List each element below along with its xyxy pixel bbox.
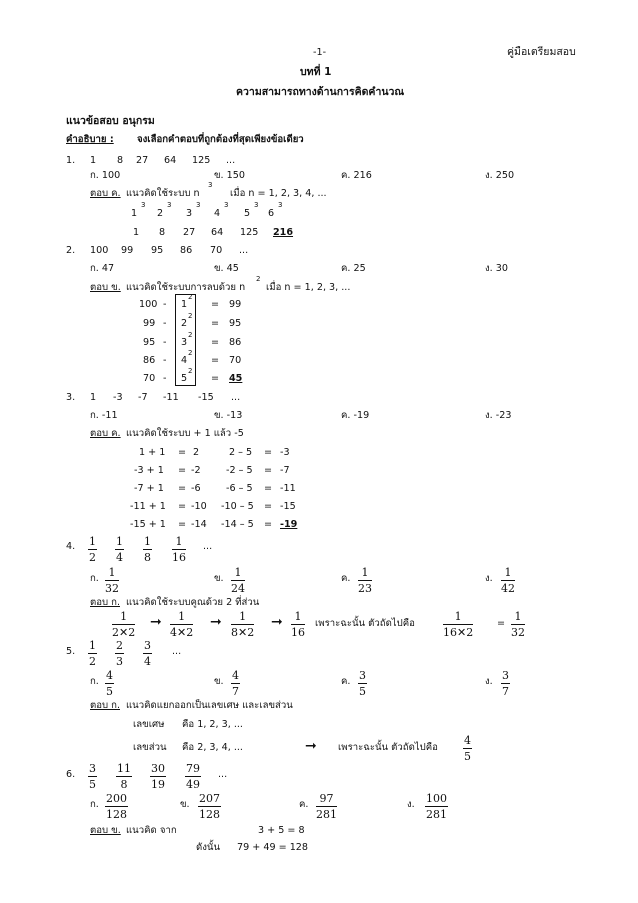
choice-fraction: $\frac{200}{128}$ xyxy=(106,792,127,821)
question-number: 3. xyxy=(66,392,76,403)
choice: ง. 250 xyxy=(485,170,515,181)
exponent: 2 xyxy=(256,275,261,283)
denominator-label: เลขส่วน xyxy=(133,742,167,753)
exponent: 2 xyxy=(188,293,193,301)
choice-fraction: $\frac{1}{42}$ xyxy=(501,566,515,595)
sub-expression: 2 – 5 xyxy=(229,447,253,458)
power-base: 4 xyxy=(214,208,221,219)
answer-label: ตอบ ก. xyxy=(90,597,120,608)
q1-seq-term: 27 xyxy=(136,155,149,166)
difference: 70 xyxy=(229,355,242,366)
choice-label: ข. xyxy=(180,799,190,810)
q6-seq-fraction: $\frac{79}{49}$ xyxy=(186,762,200,791)
q3-seq-term: -15 xyxy=(198,392,214,403)
sub-result: -15 xyxy=(280,501,296,512)
answer-explanation: แนวคิด จาก xyxy=(126,825,177,836)
exponent: 3 xyxy=(141,201,146,209)
chain-fraction: $\frac{1}{8✕2}$ xyxy=(231,610,255,639)
choice-fraction: $\frac{97}{281}$ xyxy=(316,792,337,821)
q2-seq-term: 95 xyxy=(151,245,164,256)
subtrahend-base: 4 xyxy=(181,355,188,366)
power-base: 5 xyxy=(244,208,251,219)
answer-condition: เมื่อ n = 1, 2, 3, ... xyxy=(266,282,351,293)
add-result: 2 xyxy=(193,447,200,458)
exponent: 3 xyxy=(167,201,172,209)
final-answer: $\frac{4}{5}$ xyxy=(464,734,471,763)
chain-fraction: $\frac{1}{2✕2}$ xyxy=(112,610,136,639)
sub-expression: -2 – 5 xyxy=(226,465,253,476)
add-result: -2 xyxy=(191,465,201,476)
q5-seq-fraction: $\frac{1}{2}$ xyxy=(89,639,96,668)
choice-label: ค. xyxy=(299,799,309,810)
power-result: 27 xyxy=(183,227,196,238)
minuend: 86 xyxy=(143,355,156,366)
add-result: -14 xyxy=(191,519,207,530)
q4-seq-fraction: $\frac{1}{4}$ xyxy=(116,535,123,564)
power-result: 64 xyxy=(211,227,224,238)
answer-label: ตอบ ค. xyxy=(90,188,121,199)
chapter-subtitle: ความสามารถทางด้านการคิดคำนวณ xyxy=(236,86,405,98)
denominator-values: คือ 2, 3, 4, ... xyxy=(182,742,243,753)
arrow-icon: ➞ xyxy=(271,614,283,630)
q3-seq-term: -7 xyxy=(138,392,148,403)
add-expression: -11 + 1 xyxy=(130,501,166,512)
choice-fraction: $\frac{100}{281}$ xyxy=(426,792,447,821)
choice-label: ข. xyxy=(214,676,224,687)
therefore-text: เพราะฉะนั้น ตัวถัดไปคือ xyxy=(338,742,438,753)
choice: ข. -13 xyxy=(214,410,243,421)
choice: ข. 45 xyxy=(214,263,239,274)
choice-fraction: $\frac{3}{7}$ xyxy=(502,669,509,698)
equals-sign: = xyxy=(211,373,220,384)
equals-sign: = xyxy=(497,618,506,629)
final-answer: 216 xyxy=(273,227,294,238)
instruction-text: จงเลือกคำตอบที่ถูกต้องที่สุดเพียงข้อเดียว xyxy=(137,134,304,145)
q3-seq-term: -3 xyxy=(113,392,123,403)
question-number: 2. xyxy=(66,245,76,256)
q6-seq-fraction: $\frac{11}{8}$ xyxy=(117,762,131,791)
subtrahend-base: 5 xyxy=(181,373,188,384)
subtrahend-base: 1 xyxy=(181,299,188,310)
choice: ง. 30 xyxy=(485,263,508,274)
q2-seq-term: 70 xyxy=(210,245,223,256)
minuend: 70 xyxy=(143,373,156,384)
question-number: 5. xyxy=(66,646,76,657)
q4-seq-fraction: $\frac{1}{8}$ xyxy=(144,535,151,564)
exponent: 2 xyxy=(188,331,193,339)
next-term-fraction: $\frac{1}{16✕2}$ xyxy=(443,610,474,639)
exponent: 3 xyxy=(254,201,259,209)
ellipsis: ... xyxy=(218,769,228,780)
numerator-values: คือ 1, 2, 3, ... xyxy=(182,719,243,730)
equals-sign: = xyxy=(211,318,220,329)
q3-seq-term: -11 xyxy=(163,392,179,403)
choice-fraction: $\frac{207}{128}$ xyxy=(199,792,220,821)
subtrahend-base: 3 xyxy=(181,337,188,348)
equals-sign: = xyxy=(264,447,273,458)
answer-explanation: แนวคิดใช้ระบบคูณด้วย 2 ที่ส่วน xyxy=(126,597,260,608)
q1-seq-term: 8 xyxy=(117,155,124,166)
minus-sign: - xyxy=(163,373,167,384)
answer-explanation: แนวคิดใช้ระบบการลบด้วย n xyxy=(126,282,246,293)
choice-label: ข. xyxy=(214,573,224,584)
minus-sign: - xyxy=(163,355,167,366)
power-base: 6 xyxy=(268,208,275,219)
answer-label: ตอบ ก. xyxy=(90,700,120,711)
chapter-title: บทที่ 1 xyxy=(300,66,332,78)
sub-result: -7 xyxy=(280,465,290,476)
answer-label: ตอบ ค. xyxy=(90,428,121,439)
question-number: 6. xyxy=(66,769,76,780)
q1-seq-term: 1 xyxy=(90,155,97,166)
sub-result: -3 xyxy=(280,447,290,458)
q3-seq-term: ... xyxy=(231,392,241,403)
answer-explanation: แนวคิดใช้ระบบ + 1 แล้ว -5 xyxy=(126,428,244,439)
choice-label: ค. xyxy=(341,573,351,584)
working-line: 79 + 49 = 128 xyxy=(237,842,309,853)
power-result: 8 xyxy=(159,227,166,238)
add-result: -6 xyxy=(191,483,201,494)
sub-expression: -14 – 5 xyxy=(221,519,254,530)
choice: ค. 25 xyxy=(341,263,366,274)
power-result: 125 xyxy=(240,227,259,238)
working-line: 3 + 5 = 8 xyxy=(258,825,305,836)
q6-seq-fraction: $\frac{3}{5}$ xyxy=(89,762,96,791)
final-answer: 45 xyxy=(229,373,243,384)
exponent: 2 xyxy=(188,312,193,320)
equals-sign: = xyxy=(178,519,187,530)
minuend: 95 xyxy=(143,337,156,348)
choice-label: ก. xyxy=(90,573,99,584)
equals-sign: = xyxy=(178,501,187,512)
q5-seq-fraction: $\frac{2}{3}$ xyxy=(116,639,123,668)
add-expression: -7 + 1 xyxy=(134,483,164,494)
equals-sign: = xyxy=(264,483,273,494)
choice: ก. -11 xyxy=(90,410,118,421)
chain-fraction: $\frac{1}{16}$ xyxy=(291,610,305,639)
numerator-label: เลขเศษ xyxy=(133,719,165,730)
answer-condition: เมื่อ n = 1, 2, 3, 4, ... xyxy=(230,188,327,199)
choice-label: ง. xyxy=(407,799,415,810)
q2-seq-term: ... xyxy=(239,245,249,256)
answer-explanation: แนวคิดแยกออกเป็นเลขเศษ และเลขส่วน xyxy=(126,700,293,711)
difference: 95 xyxy=(229,318,242,329)
exponent: 3 xyxy=(208,181,213,189)
q1-seq-term: 125 xyxy=(192,155,211,166)
ellipsis: ... xyxy=(172,646,182,657)
choice-fraction: $\frac{1}{32}$ xyxy=(105,566,119,595)
q5-seq-fraction: $\frac{3}{4}$ xyxy=(144,639,151,668)
arrow-icon: ➞ xyxy=(305,738,317,754)
add-result: -10 xyxy=(191,501,207,512)
q6-seq-fraction: $\frac{30}{19}$ xyxy=(151,762,165,791)
power-base: 2 xyxy=(157,208,164,219)
choice: ง. -23 xyxy=(485,410,512,421)
difference: 86 xyxy=(229,337,242,348)
equals-sign: = xyxy=(211,337,220,348)
therefore-text: เพราะฉะนั้น ตัวถัดไปคือ xyxy=(315,618,415,629)
exponent: 3 xyxy=(196,201,201,209)
equals-sign: = xyxy=(178,447,187,458)
equals-sign: = xyxy=(264,501,273,512)
chain-fraction: $\frac{1}{4✕2}$ xyxy=(170,610,194,639)
page-number: -1- xyxy=(313,47,327,58)
choice: ข. 150 xyxy=(214,170,245,181)
choice-label: ก. xyxy=(90,799,99,810)
equals-sign: = xyxy=(178,483,187,494)
choice-fraction: $\frac{1}{24}$ xyxy=(231,566,245,595)
arrow-icon: ➞ xyxy=(210,614,222,630)
choice: ค. -19 xyxy=(341,410,370,421)
q1-seq-term: 64 xyxy=(164,155,177,166)
choice: ก. 47 xyxy=(90,263,115,274)
choice-label: ค. xyxy=(341,676,351,687)
add-expression: -3 + 1 xyxy=(134,465,164,476)
book-title: คู่มือเตรียมสอบ xyxy=(507,46,576,58)
minuend: 99 xyxy=(143,318,156,329)
final-answer: $\frac{1}{32}$ xyxy=(511,610,525,639)
power-base: 1 xyxy=(131,208,138,219)
equals-sign: = xyxy=(178,465,187,476)
question-number: 4. xyxy=(66,541,76,552)
power-base: 3 xyxy=(186,208,193,219)
exponent: 2 xyxy=(188,349,193,357)
choice-fraction: $\frac{4}{7}$ xyxy=(232,669,239,698)
choice-label: ก. xyxy=(90,676,99,687)
section-title: แนวข้อสอบ อนุกรม xyxy=(66,115,155,127)
q2-seq-term: 99 xyxy=(121,245,134,256)
sub-result: -11 xyxy=(280,483,296,494)
difference: 99 xyxy=(229,299,242,310)
choice-fraction: $\frac{4}{5}$ xyxy=(106,669,113,698)
choice: ค. 216 xyxy=(341,170,372,181)
final-answer: -19 xyxy=(280,519,298,530)
sub-expression: -6 – 5 xyxy=(226,483,253,494)
question-number: 1. xyxy=(66,155,76,166)
exponent: 3 xyxy=(224,201,229,209)
equals-sign: = xyxy=(264,519,273,530)
arrow-icon: ➞ xyxy=(150,614,162,630)
answer-label: ตอบ ข. xyxy=(90,282,121,293)
q4-seq-fraction: $\frac{1}{16}$ xyxy=(172,535,186,564)
power-result: 1 xyxy=(133,227,140,238)
choice-fraction: $\frac{3}{5}$ xyxy=(359,669,366,698)
q2-seq-term: 100 xyxy=(90,245,109,256)
thus-text: ดังนั้น xyxy=(196,842,221,853)
choice-label: ง. xyxy=(485,676,493,687)
choice: ก. 100 xyxy=(90,170,121,181)
exponent: 2 xyxy=(188,367,193,375)
answer-explanation: แนวคิดใช้ระบบ n xyxy=(126,188,200,199)
choice-fraction: $\frac{1}{23}$ xyxy=(358,566,372,595)
minuend: 100 xyxy=(139,299,158,310)
equals-sign: = xyxy=(211,355,220,366)
q4-seq-fraction: $\frac{1}{2}$ xyxy=(89,535,96,564)
q3-seq-term: 1 xyxy=(90,392,97,403)
q2-seq-term: 86 xyxy=(180,245,193,256)
add-expression: 1 + 1 xyxy=(139,447,166,458)
q1-seq-term: ... xyxy=(226,155,236,166)
ellipsis: ... xyxy=(203,541,213,552)
exponent: 3 xyxy=(278,201,283,209)
answer-label: ตอบ ข. xyxy=(90,825,121,836)
choice-label: ง. xyxy=(485,573,493,584)
sub-expression: -10 – 5 xyxy=(221,501,254,512)
minus-sign: - xyxy=(163,337,167,348)
add-expression: -15 + 1 xyxy=(130,519,166,530)
equals-sign: = xyxy=(264,465,273,476)
minus-sign: - xyxy=(163,318,167,329)
minus-sign: - xyxy=(163,299,167,310)
instruction-label: คำอธิบาย : xyxy=(66,134,114,145)
subtrahend-base: 2 xyxy=(181,318,188,329)
equals-sign: = xyxy=(211,299,220,310)
